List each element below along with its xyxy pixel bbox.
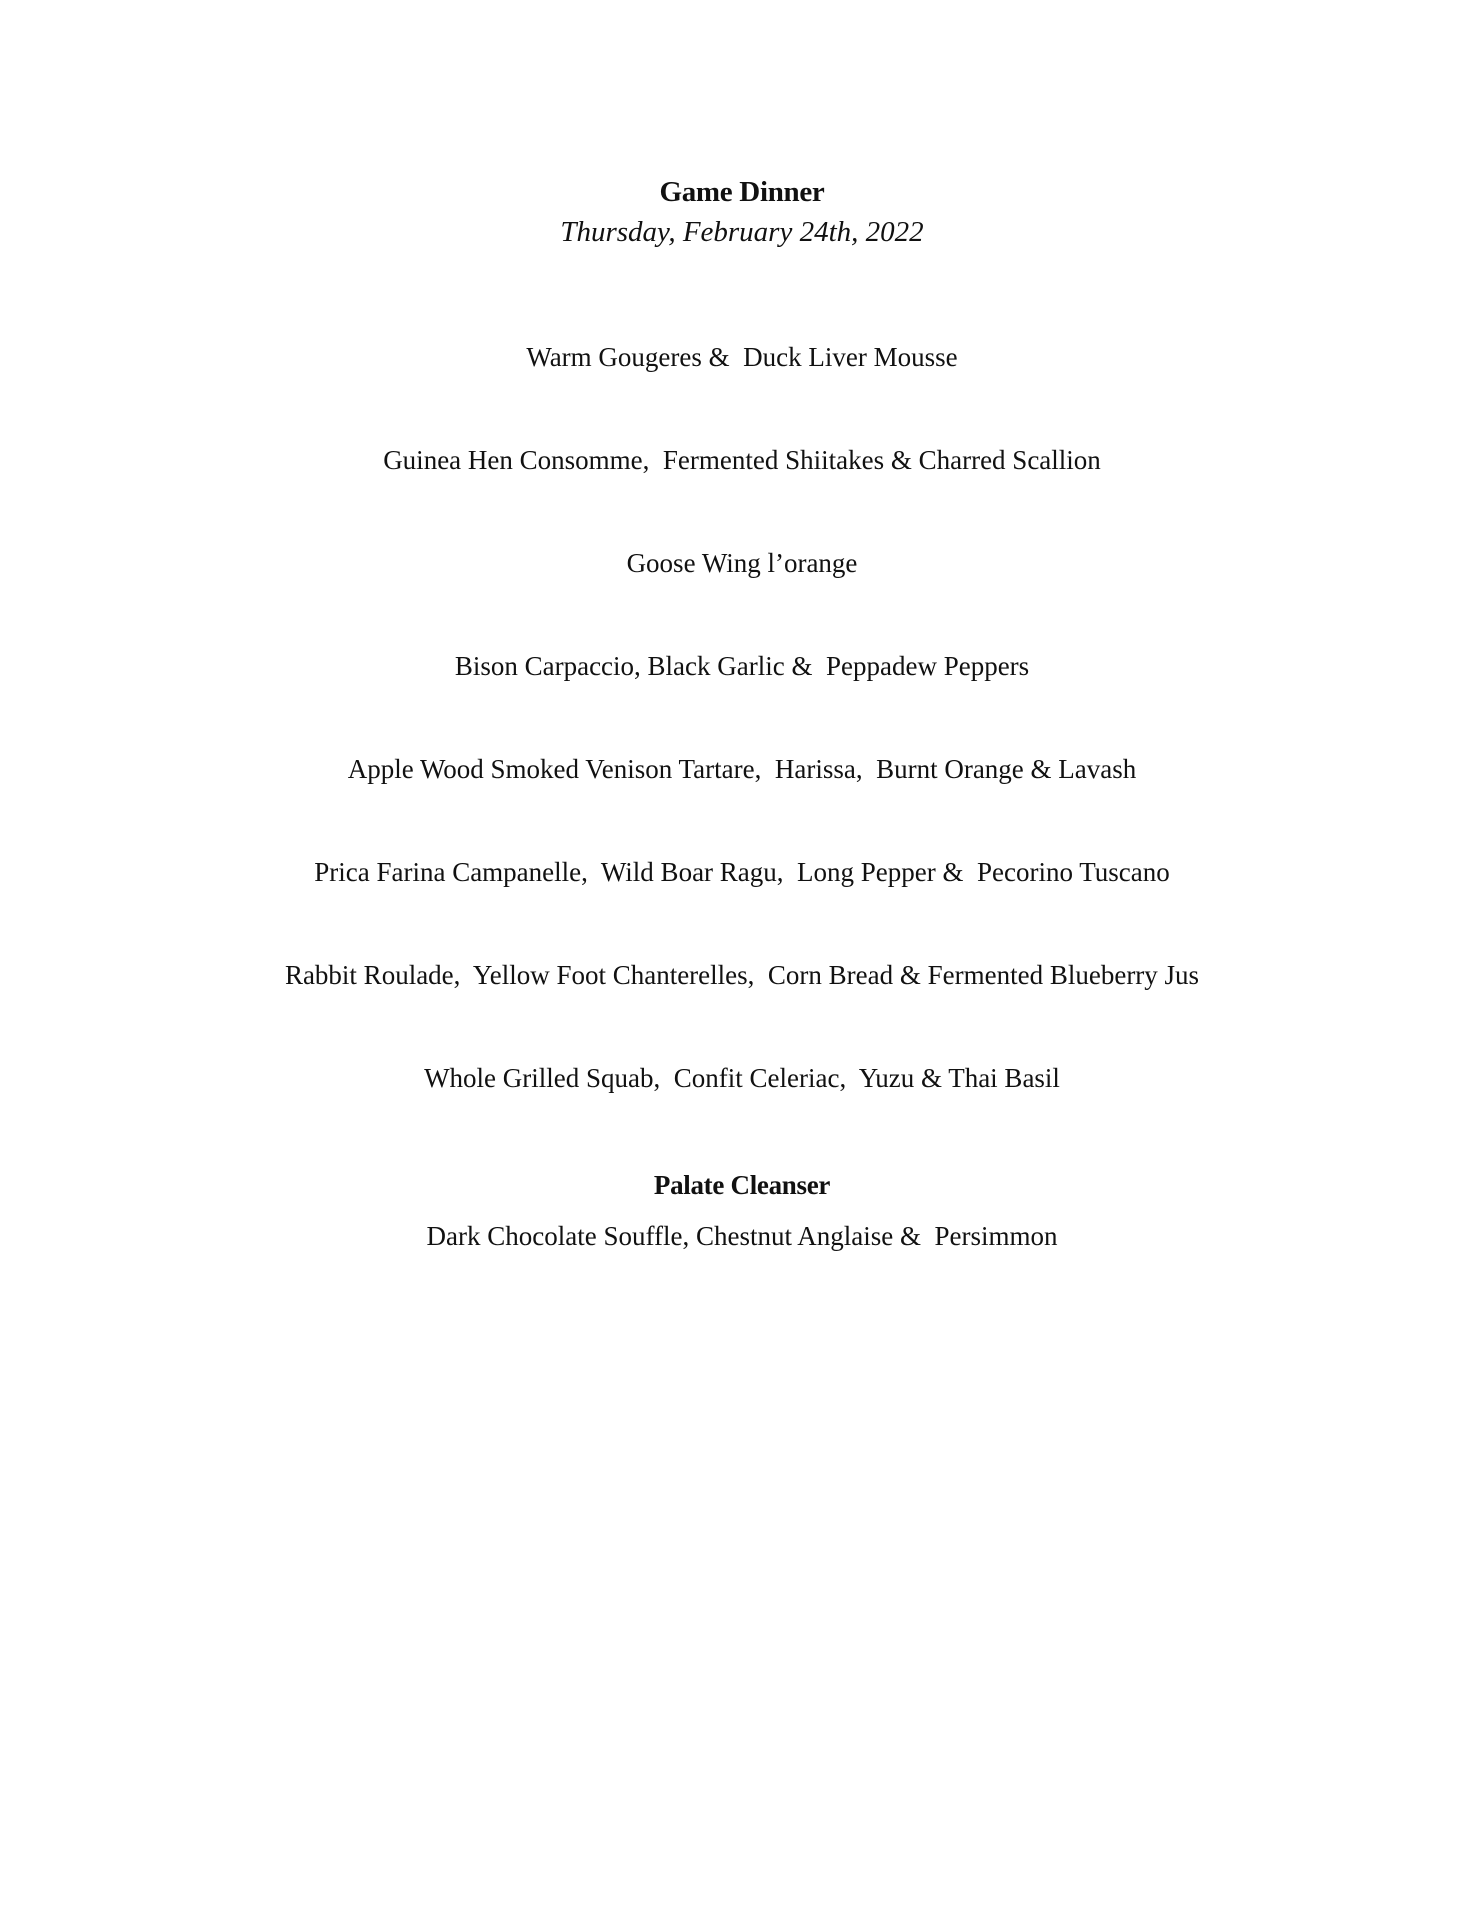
palate-cleanser-heading: Palate Cleanser	[653, 1170, 831, 1200]
course-item: Warm Gougeres & Duck Liver Mousse	[526, 342, 958, 372]
course-item: Goose Wing l’orange	[626, 548, 858, 578]
menu-date: Thursday, February 24th, 2022	[560, 216, 924, 248]
course-item: Prica Farina Campanelle, Wild Boar Ragu, Long Pepper & Pecorino Tuscano	[314, 857, 1170, 887]
course-item: Whole Grilled Squab, Confit Celeriac, Yuzu & Thai Basil	[424, 1063, 1060, 1093]
menu-title: Game Dinner	[659, 176, 825, 208]
dessert-item: Dark Chocolate Souffle, Chestnut Anglaise & Persimmon	[426, 1221, 1058, 1251]
course-item: Rabbit Roulade, Yellow Foot Chanterelles, Corn Bread & Fermented Blueberry Jus	[284, 960, 1200, 990]
course-item: Apple Wood Smoked Venison Tartare, Harissa, Burnt Orange & Lavash	[347, 754, 1137, 784]
course-item: Guinea Hen Consomme, Fermented Shiitakes & Charred Scallion	[383, 445, 1101, 475]
course-item: Bison Carpaccio, Black Garlic & Peppadew Peppers	[454, 651, 1030, 681]
